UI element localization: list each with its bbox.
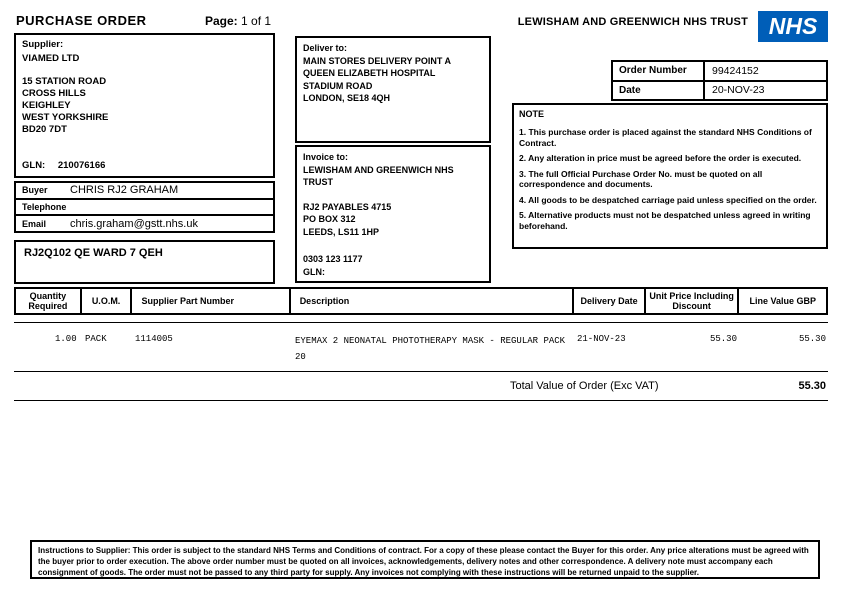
order-number-label: Order Number — [613, 62, 705, 80]
deliver-to-line: MAIN STORES DELIVERY POINT A — [303, 55, 452, 66]
item-quantity: 1.00 — [55, 334, 77, 344]
line-items-header — [14, 287, 828, 315]
buyer-label: Buyer — [22, 185, 48, 196]
item-delivery-date: 21-NOV-23 — [577, 334, 626, 344]
trust-name: LEWISHAM AND GREENWICH NHS TRUST — [517, 16, 748, 28]
item-part-number: 1114005 — [135, 334, 173, 344]
order-total-label: Total Value of Order (Exc VAT) — [510, 380, 659, 392]
column-header-quantity: Quantity Required — [16, 289, 82, 313]
note-title: NOTE — [519, 109, 545, 119]
item-line-value: 55.30 — [798, 334, 826, 344]
page-indicator — [205, 14, 271, 28]
invoice-to-line: PO BOX 312 — [303, 214, 356, 224]
table-rule — [14, 322, 828, 323]
page-value: 1 of 1 — [241, 14, 272, 28]
order-date-value: 20-NOV-23 — [712, 84, 765, 97]
supplier-gln-value: 210076166 — [57, 160, 106, 171]
invoice-to-line: RJ2 PAYABLES 4715 — [303, 201, 392, 212]
note-item: 2. Any alteration in price must be agreed before the order is executed. — [519, 153, 802, 163]
supplier-gln — [22, 160, 105, 171]
invoice-to-line: LEEDS, LS11 1HP — [303, 226, 380, 237]
buyer-row — [16, 183, 273, 200]
table-rule — [14, 371, 828, 372]
supplier-address-line: WEST YORKSHIRE — [22, 112, 109, 123]
order-date-label: Date — [613, 82, 705, 100]
deliver-to-box — [295, 36, 491, 143]
invoice-gln-label: GLN: — [303, 267, 325, 277]
buyer-table — [14, 181, 275, 233]
order-total-value: 55.30 — [798, 380, 826, 392]
note-box — [512, 103, 828, 249]
supplier-box — [14, 33, 275, 178]
telephone-row — [16, 200, 273, 217]
document-title: PURCHASE ORDER — [16, 13, 147, 28]
page-label: Page: — [205, 14, 238, 28]
column-header-uom: U.O.M. — [82, 289, 133, 313]
table-rule — [14, 400, 828, 401]
supplier-address-line: BD20 7DT — [22, 124, 67, 135]
item-unit-price: 55.30 — [709, 334, 737, 344]
supplier-instructions-box — [30, 540, 820, 579]
column-header-description: Description — [291, 289, 575, 313]
column-header-line-value: Line Value GBP — [749, 295, 816, 306]
order-date-row — [613, 82, 826, 100]
deliver-to-line: QUEEN ELIZABETH HOSPITAL — [303, 68, 436, 78]
item-uom: PACK — [85, 334, 107, 344]
email-value: chris.graham@gstt.nhs.uk — [70, 217, 198, 230]
buyer-value: CHRIS RJ2 GRAHAM — [70, 184, 179, 197]
order-number-row — [613, 62, 826, 82]
invoice-to-box — [295, 145, 491, 283]
supplier-address-line: CROSS HILLS — [22, 88, 86, 99]
nhs-logo — [758, 11, 828, 42]
email-row — [16, 216, 273, 231]
note-item: 1. This purchase order is placed against the standard NHS Conditions of Contract. — [519, 127, 812, 148]
email-label: Email — [22, 218, 47, 229]
order-info-table — [611, 60, 828, 101]
deliver-to-line: STADIUM ROAD — [303, 80, 373, 91]
supplier-name: VIAMED LTD — [22, 53, 80, 64]
column-header-delivery-date: Delivery Date — [574, 289, 646, 313]
ward-code-box — [14, 240, 275, 284]
supplier-instructions-text: Instructions to Supplier: This order is subject to the standard NHS Terms and Conditions of contract. For a copy of these please contact the Buyer for this order. Any price alterations must be agreed with the buyer prior to order execution. The above order number must be quoted on all invoices, acknowledgements, delivery notes and other correspondence. A delivery note must accompany each consignment of goods. The order must not be passed to any third party for supply. Any invoices not complying with these instructions will be returned unpaid to the supplier. — [38, 546, 809, 577]
invoice-phone: 0303 123 1177 — [303, 254, 363, 264]
column-header-part-number: Supplier Part Number — [132, 289, 290, 313]
supplier-label: Supplier: — [22, 39, 64, 50]
invoice-to-label: Invoice to: — [303, 152, 349, 162]
item-description: EYEMAX 2 NEONATAL PHOTOTHERAPY MASK - REGULAR PACK — [295, 336, 566, 346]
ward-code: RJ2Q102 QE WARD 7 QEH — [24, 247, 163, 259]
deliver-to-line: LONDON, SE18 4QH — [303, 93, 391, 103]
note-item: 3. The full Official Purchase Order No. must be quoted on all correspondence and documents. — [519, 168, 763, 189]
note-item: 4. All goods to be despatched carriage paid unless specified on the order. — [519, 194, 817, 205]
supplier-address-line: 15 STATION ROAD — [22, 76, 107, 87]
invoice-to-name: LEWISHAM AND GREENWICH NHS TRUST — [303, 164, 454, 187]
supplier-address-line: KEIGHLEY — [22, 100, 71, 111]
nhs-logo-text: NHS — [768, 13, 818, 39]
note-item: 5. Alternative products must not be despatched unless agreed in writing beforehand. — [519, 210, 811, 231]
order-number-value: 99424152 — [712, 64, 759, 77]
item-description-cont: 20 — [295, 352, 306, 362]
column-header-unit-price: Unit Price Including Discount — [646, 289, 740, 313]
telephone-label: Telephone — [22, 202, 67, 212]
supplier-gln-label: GLN: — [22, 160, 46, 171]
deliver-to-label: Deliver to: — [303, 43, 348, 53]
